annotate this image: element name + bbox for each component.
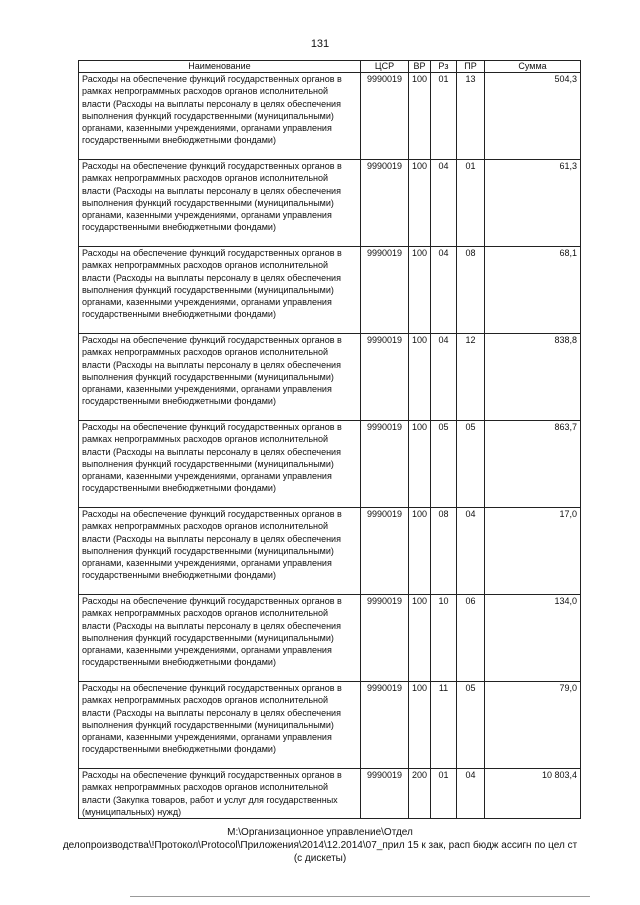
- cell-csr: 9990019: [361, 160, 409, 247]
- cell-vr: 100: [409, 508, 431, 595]
- header-sum: Сумма: [485, 61, 581, 73]
- cell-rz: 04: [431, 160, 457, 247]
- table-row: [79, 247, 581, 334]
- table-row: [79, 769, 581, 819]
- cell-vr: 100: [409, 682, 431, 769]
- cell-rz: 04: [431, 334, 457, 421]
- cell-vr: 200: [409, 769, 431, 819]
- cell-sum: 79,0: [485, 682, 581, 769]
- cell-pr: 05: [457, 682, 485, 769]
- cell-sum: 838,8: [485, 334, 581, 421]
- bottom-rule: [130, 896, 590, 897]
- cell-csr: 9990019: [361, 73, 409, 160]
- cell-name: Расходы на обеспечение функций государственных органов в рамках непрограммных расходов органов исполнительной власти (Расходы на выплаты персоналу в целях обеспечения выполнения функций государственными (муниципальными) органами, казенными учреждениями, органами управления государственными внебюджетными фондами): [79, 508, 361, 595]
- cell-vr: 100: [409, 247, 431, 334]
- cell-sum: 68,1: [485, 247, 581, 334]
- table-row: [79, 73, 581, 160]
- cell-rz: 11: [431, 682, 457, 769]
- budget-table: [78, 60, 581, 819]
- table-row: [79, 508, 581, 595]
- cell-rz: 04: [431, 247, 457, 334]
- cell-csr: 9990019: [361, 682, 409, 769]
- cell-pr: 04: [457, 508, 485, 595]
- cell-sum: 10 803,4: [485, 769, 581, 819]
- table-row: [79, 334, 581, 421]
- header-pr: ПР: [457, 61, 485, 73]
- cell-csr: 9990019: [361, 421, 409, 508]
- cell-sum: 134,0: [485, 595, 581, 682]
- cell-rz: 10: [431, 595, 457, 682]
- header-rz: Рз: [431, 61, 457, 73]
- footer-line-1: М:\Организационное управление\Отдел: [227, 827, 413, 838]
- cell-rz: 01: [431, 769, 457, 819]
- table-row: [79, 421, 581, 508]
- table-row: [79, 160, 581, 247]
- cell-pr: 04: [457, 769, 485, 819]
- cell-pr: 13: [457, 73, 485, 160]
- cell-sum: 61,3: [485, 160, 581, 247]
- header-name: Наименование: [79, 61, 361, 73]
- cell-vr: 100: [409, 595, 431, 682]
- cell-pr: 01: [457, 160, 485, 247]
- cell-vr: 100: [409, 160, 431, 247]
- footer-line-3: (с дискеты): [293, 853, 347, 864]
- file-path-footer: [40, 826, 600, 865]
- cell-rz: 01: [431, 73, 457, 160]
- cell-sum: 863,7: [485, 421, 581, 508]
- cell-name: Расходы на обеспечение функций государственных органов в рамках непрограммных расходов органов исполнительной власти (Расходы на выплаты персоналу в целях обеспечения выполнения функций государственными (муниципальными) органами, казенными учреждениями, органами управления государственными внебюджетными фондами): [79, 160, 361, 247]
- cell-name: Расходы на обеспечение функций государственных органов в рамках непрограммных расходов органов исполнительной власти (Расходы на выплаты персоналу в целях обеспечения выполнения функций государственными (муниципальными) органами, казенными учреждениями, органами управления государственными внебюджетными фондами): [79, 682, 361, 769]
- cell-csr: 9990019: [361, 769, 409, 819]
- header-csr: ЦСР: [361, 61, 409, 73]
- cell-csr: 9990019: [361, 508, 409, 595]
- cell-pr: 08: [457, 247, 485, 334]
- cell-csr: 9990019: [361, 247, 409, 334]
- cell-name: Расходы на обеспечение функций государственных органов в рамках непрограммных расходов органов исполнительной власти (Закупка товаров, работ и услуг для государственных (муниципальных) нужд): [79, 769, 361, 819]
- cell-pr: 06: [457, 595, 485, 682]
- header-vr: ВР: [409, 61, 431, 73]
- cell-sum: 17,0: [485, 508, 581, 595]
- cell-csr: 9990019: [361, 595, 409, 682]
- cell-rz: 05: [431, 421, 457, 508]
- table-row: [79, 682, 581, 769]
- cell-name: Расходы на обеспечение функций государственных органов в рамках непрограммных расходов органов исполнительной власти (Расходы на выплаты персоналу в целях обеспечения выполнения функций государственными (муниципальными) органами, казенными учреждениями, органами управления государственными внебюджетными фондами): [79, 595, 361, 682]
- table-row: [79, 595, 581, 682]
- cell-name: Расходы на обеспечение функций государственных органов в рамках непрограммных расходов органов исполнительной власти (Расходы на выплаты персоналу в целях обеспечения выполнения функций государственными (муниципальными) органами, казенными учреждениями, органами управления государственными внебюджетными фондами): [79, 73, 361, 160]
- cell-vr: 100: [409, 334, 431, 421]
- cell-vr: 100: [409, 421, 431, 508]
- cell-name: Расходы на обеспечение функций государственных органов в рамках непрограммных расходов органов исполнительной власти (Расходы на выплаты персоналу в целях обеспечения выполнения функций государственными (муниципальными) органами, казенными учреждениями, органами управления государственными внебюджетными фондами): [79, 247, 361, 334]
- cell-name: Расходы на обеспечение функций государственных органов в рамках непрограммных расходов органов исполнительной власти (Расходы на выплаты персоналу в целях обеспечения выполнения функций государственными (муниципальными) органами, казенными учреждениями, органами управления государственными внебюджетными фондами): [79, 334, 361, 421]
- page-number: 131: [310, 38, 330, 50]
- cell-pr: 12: [457, 334, 485, 421]
- cell-rz: 08: [431, 508, 457, 595]
- cell-name: Расходы на обеспечение функций государственных органов в рамках непрограммных расходов органов исполнительной власти (Расходы на выплаты персоналу в целях обеспечения выполнения функций государственными (муниципальными) органами, казенными учреждениями, органами управления государственными внебюджетными фондами): [79, 421, 361, 508]
- table-header-row: [79, 61, 581, 73]
- cell-vr: 100: [409, 73, 431, 160]
- cell-sum: 504,3: [485, 73, 581, 160]
- footer-line-2: делопроизводства\!Протокол\Protocol\Приложения\2014\12.2014\07_прил 15 к зак, расп бюдж ассигн по цел ст: [62, 840, 578, 851]
- cell-csr: 9990019: [361, 334, 409, 421]
- cell-pr: 05: [457, 421, 485, 508]
